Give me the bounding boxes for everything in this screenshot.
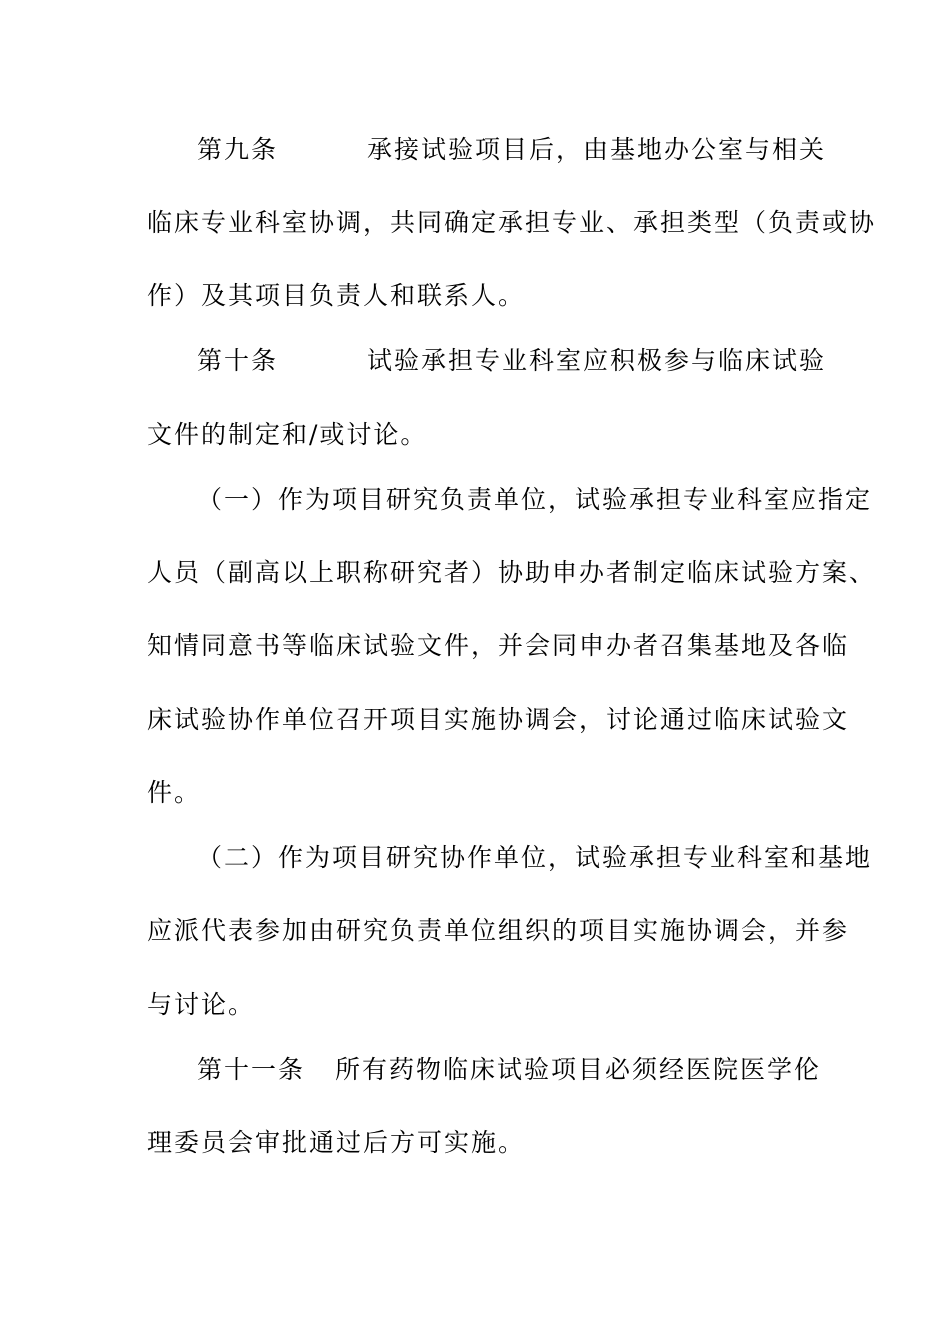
article-9-line-3: 作）及其项目负责人和联系人。 <box>147 281 526 310</box>
article-11-line-2: 理委员会审批通过后方可实施。 <box>147 1128 526 1157</box>
article-11-heading: 第十一条 <box>197 1055 306 1084</box>
item-1-line-2: 人员（副高以上职称研究者）协助申办者制定临床试验方案、 <box>147 558 877 587</box>
article-9-text: 承接试验项目后，由基地办公室与相关 <box>367 135 827 164</box>
article-11-text: 所有药物临床试验项目必须经医院医学伦 <box>335 1055 822 1084</box>
article-9-line-2: 临床专业科室协调，共同确定承担专业、承担类型（负责或协 <box>147 208 877 237</box>
article-10-line-1 <box>197 346 826 376</box>
item-2-line-2: 应派代表参加由研究负责单位组织的项目实施协调会，并参 <box>147 916 850 945</box>
article-11-line-1 <box>197 1055 821 1085</box>
item-2-line-1: （二）作为项目研究协作单位，试验承担专业科室和基地 <box>197 843 873 872</box>
item-1-line-1: （一）作为项目研究负责单位，试验承担专业科室应指定 <box>197 485 873 514</box>
item-1-line-4: 床试验协作单位召开项目实施协调会，讨论通过临床试验文 <box>147 705 850 734</box>
item-1-line-3: 知情同意书等临床试验文件，并会同申办者召集基地及各临 <box>147 631 850 660</box>
item-1-line-5: 件。 <box>147 778 202 807</box>
item-2-line-3: 与讨论。 <box>147 990 256 1019</box>
article-10-text: 试验承担专业科室应积极参与临床试验 <box>367 346 827 375</box>
article-9-heading: 第九条 <box>197 135 279 164</box>
article-10-heading: 第十条 <box>197 346 279 375</box>
article-9-line-1 <box>197 135 826 165</box>
article-10-line-2: 文件的制定和/或讨论。 <box>147 420 428 449</box>
